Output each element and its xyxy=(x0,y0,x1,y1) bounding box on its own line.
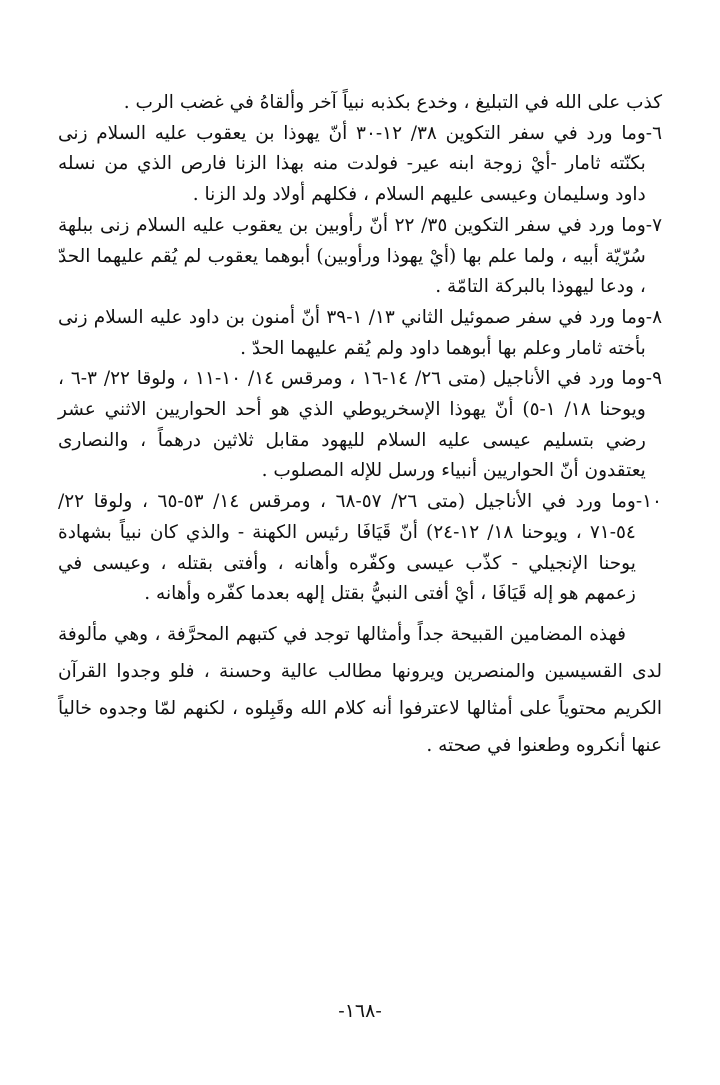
list-item-6 xyxy=(58,119,662,211)
page-text xyxy=(58,88,662,764)
list-item-7 xyxy=(58,211,662,303)
list-item-10 xyxy=(58,487,662,610)
item-text: وما ورد في سفر التكوين ٣٥/ ٢٢ أنّ رأوبين بن يعقوب عليه السلام زنى ببلهة سُرّيّة أبيه ، ولما علم بها (أيْ يهوذا ورأوبين) أبوهما يعقوب لم يُقم عليهما الحدّ ، ودعا ليهوذا بالبركة التامّة . xyxy=(58,214,646,298)
closing-paragraph: فهذه المضامين القبيحة جداً وأمثالها توجد في كتبهم المحرَّفة ، وهي مألوفة لدى القسيسين والمنصرين ويرونها مطالب عالية وحسنة ، فلو وجدوا القرآن الكريم محتوياً على أمثالها لاعترفوا أنه كلام الله وقَبِلوه ، لكنهم لمّا وجدوه خالياً عنها أنكروه وطعنوا في صحته . xyxy=(58,623,662,756)
list-item-8 xyxy=(58,303,662,364)
item-number: ٧- xyxy=(645,214,662,236)
item-number: ٨- xyxy=(645,306,662,328)
item-number: ٦- xyxy=(645,122,662,144)
intro-paragraph: كذب على الله في التبليغ ، وخدع بكذبه نبياً آخر وألقاهُ في غضب الرب . xyxy=(123,92,662,113)
item-text: وما ورد في سفر صموئيل الثاني ١٣/ ١-٣٩ أنّ أمنون بن داود عليه السلام زنى بأخته ثامار وعلم بها أبوهما داود ولم يُقم عليهما الحدّ . xyxy=(58,306,646,359)
item-number: ١٠- xyxy=(635,491,662,513)
item-text: وما ورد في سفر التكوين ٣٨/ ١٢-٣٠ أنّ يهوذا بن يعقوب عليه السلام زنى بكنّته ثامار -أيْ زوجة ابنه عير- فولدت منه بهذا الزنا فارص الذي من نسله داود وسليمان وعيسى عليهم السلام ، فكلهم أولاد ولد الزنا . xyxy=(58,122,646,206)
page-number: -١٦٨- xyxy=(338,1000,382,1022)
item-text: وما ورد في الأناجيل (متى ٢٦/ ١٤-١٦ ، ومرقس ١٤/ ١٠-١١ ، ولوقا ٢٢/ ٣-٦ ، ويوحنا ١٨/ ١-٥) أنّ يهوذا الإسخريوطي الذي هو أحد الحواريين الاثني عشر رضي بتسليم عيسى عليه السلام لليهود مقابل ثلاثين درهماً ، والنصارى يعتقدون أنّ الحواريين أنبياء ورسل للإله المصلوب . xyxy=(58,368,646,482)
list-item-9 xyxy=(58,364,662,487)
item-number: ٩- xyxy=(645,368,662,390)
item-text: وما ورد في الأناجيل (متى ٢٦/ ٥٧-٦٨ ، ومرقس ١٤/ ٥٣-٦٥ ، ولوقا ٢٢/ ٥٤-٧١ ، ويوحنا ١٨/ ١٢-٢٤) أنّ قَيَافَا رئيس الكهنة - والذي كان نبياً بشهادة يوحنا الإنجيلي - كذّب عيسى وكفّره وأهانه ، وأفتى بقتله ، وعيسى في زعمهم هو إله قَيَافَا ، أيْ أفتى النبيُّ بقتل إلهه بعدما كفّره وأهانه . xyxy=(58,491,636,605)
